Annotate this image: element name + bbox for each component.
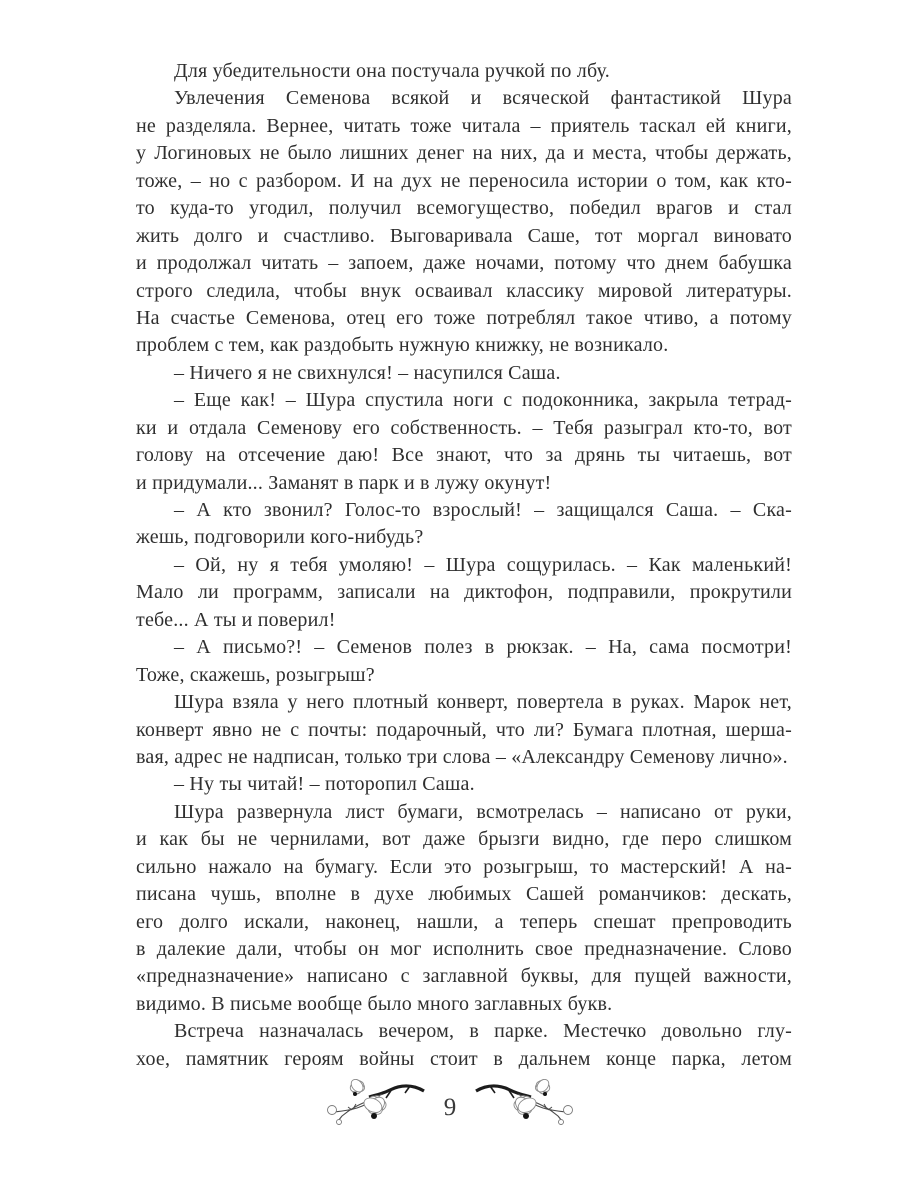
blossom-ornament-right-icon [474,1076,578,1138]
page-footer [0,1072,900,1142]
text-line: – Еще как! – Шура спустила ноги с подоконника, закрыла тетрад- [174,389,792,412]
text-line: «предназначение» написано с заглавной буквы, для пущей важности, [136,965,792,988]
text-line: и продолжал читать – запоем, даже ночами, потому что днем бабушка [136,252,792,275]
text-line: Мало ли программ, записали на диктофон, подправили, прокрутили [136,581,792,604]
text-line: – А кто звонил? Голос-то взрослый! – защищался Саша. – Ска- [174,499,792,521]
text-line: Шура развернула лист бумаги, всмотрелась – написано от руки, [174,800,792,823]
text-line: – Ну ты читай! – поторопил Саша. [174,773,475,796]
blossom-flower-large [361,1094,387,1119]
text-line: и придумали... Заманят в парк и в лужу окунут! [136,471,552,494]
page-number: 9 [443,1093,457,1121]
text-line: Встреча назначалась вечером, в парке. Местечко довольно глу- [174,1020,792,1043]
text-line: у Логиновых не было лишних денег на них, да и места, чтобы держать, [136,142,792,165]
blossom-flower-small [535,1077,552,1096]
text-line: конверт явно не с почты: подарочный, что ли? Бумага плотная, шерша- [136,718,792,741]
text-line: – А письмо?! – Семенов полез в рюкзак. – На, сама посмотри! [174,636,792,659]
blossom-flower-large [513,1094,539,1119]
text-line: в далекие дали, чтобы он мог исполнить свое предназначение. Слово [136,938,792,960]
text-line: то куда-то угодил, получил всемогущество, победил врагов и стал [136,197,792,220]
text-line: проблем с тем, как раздобыть нужную книжку, не возникало. [136,334,669,357]
text-line: и как бы не чернилами, вот даже брызги видно, где перо слишком [136,828,792,851]
text-line: Тоже, скажешь, розыгрыш? [136,663,375,686]
text-line: его долго искали, наконец, нашли, а теперь спешат препроводить [136,910,792,933]
text-line: – Ничего я не свихнулся! – насупился Саша. [174,361,561,384]
text-line: Шура взяла у него плотный конверт, повертела в руках. Марок нет, [174,691,792,714]
text-line: сильно нажало на бумагу. Если это розыгрыш, то мастерский! А на- [136,855,792,878]
text-line: хое, памятник героям войны стоит в дальнем конце парка, летом [136,1047,792,1070]
text-line: На счастье Семенова, отец его тоже потреблял такое чтиво, а потому [136,306,792,329]
text-line: строго следила, чтобы внук осваивал классику мировой литературы. [136,279,792,302]
text-line: жешь, подговорили кого-нибудь? [136,526,424,549]
text-line: тебе... А ты и поверил! [136,608,336,631]
text-line: голову на отсечение даю! Все знают, что за дрянь ты читаешь, вот [136,444,792,467]
text-line: вая, адрес не надписан, только три слова – «Александру Семенову лично». [136,745,788,768]
text-line: Увлечения Семенова всякой и всяческой фантастикой Шура [174,87,792,110]
blossom-flower-small [348,1077,365,1096]
text-line: ки и отдала Семенову его собственность. – Тебя разыграл кто-то, вот [136,416,792,439]
page-text [136,58,792,1073]
blossom-ornament-left-icon [322,1076,426,1138]
text-line: писана чушь, вполне в духе любимых Сашей романчиков: дескать, [136,883,792,906]
text-line: – Ой, ну я тебя умоляю! – Шура сощурилась. – Как маленький! [174,553,792,576]
text-line: жить долго и счастливо. Выговаривала Саше, тот моргал виновато [136,224,792,247]
text-line: видимо. В письме вообще было много заглавных букв. [136,992,613,1015]
text-line: тоже, – но с разбором. И на дух не переносила истории о том, как кто- [136,169,792,192]
text-line: не разделяла. Вернее, читать тоже читала – приятель таскал ей книги, [136,114,792,137]
text-line: Для убедительности она постучала ручкой по лбу. [174,60,611,82]
